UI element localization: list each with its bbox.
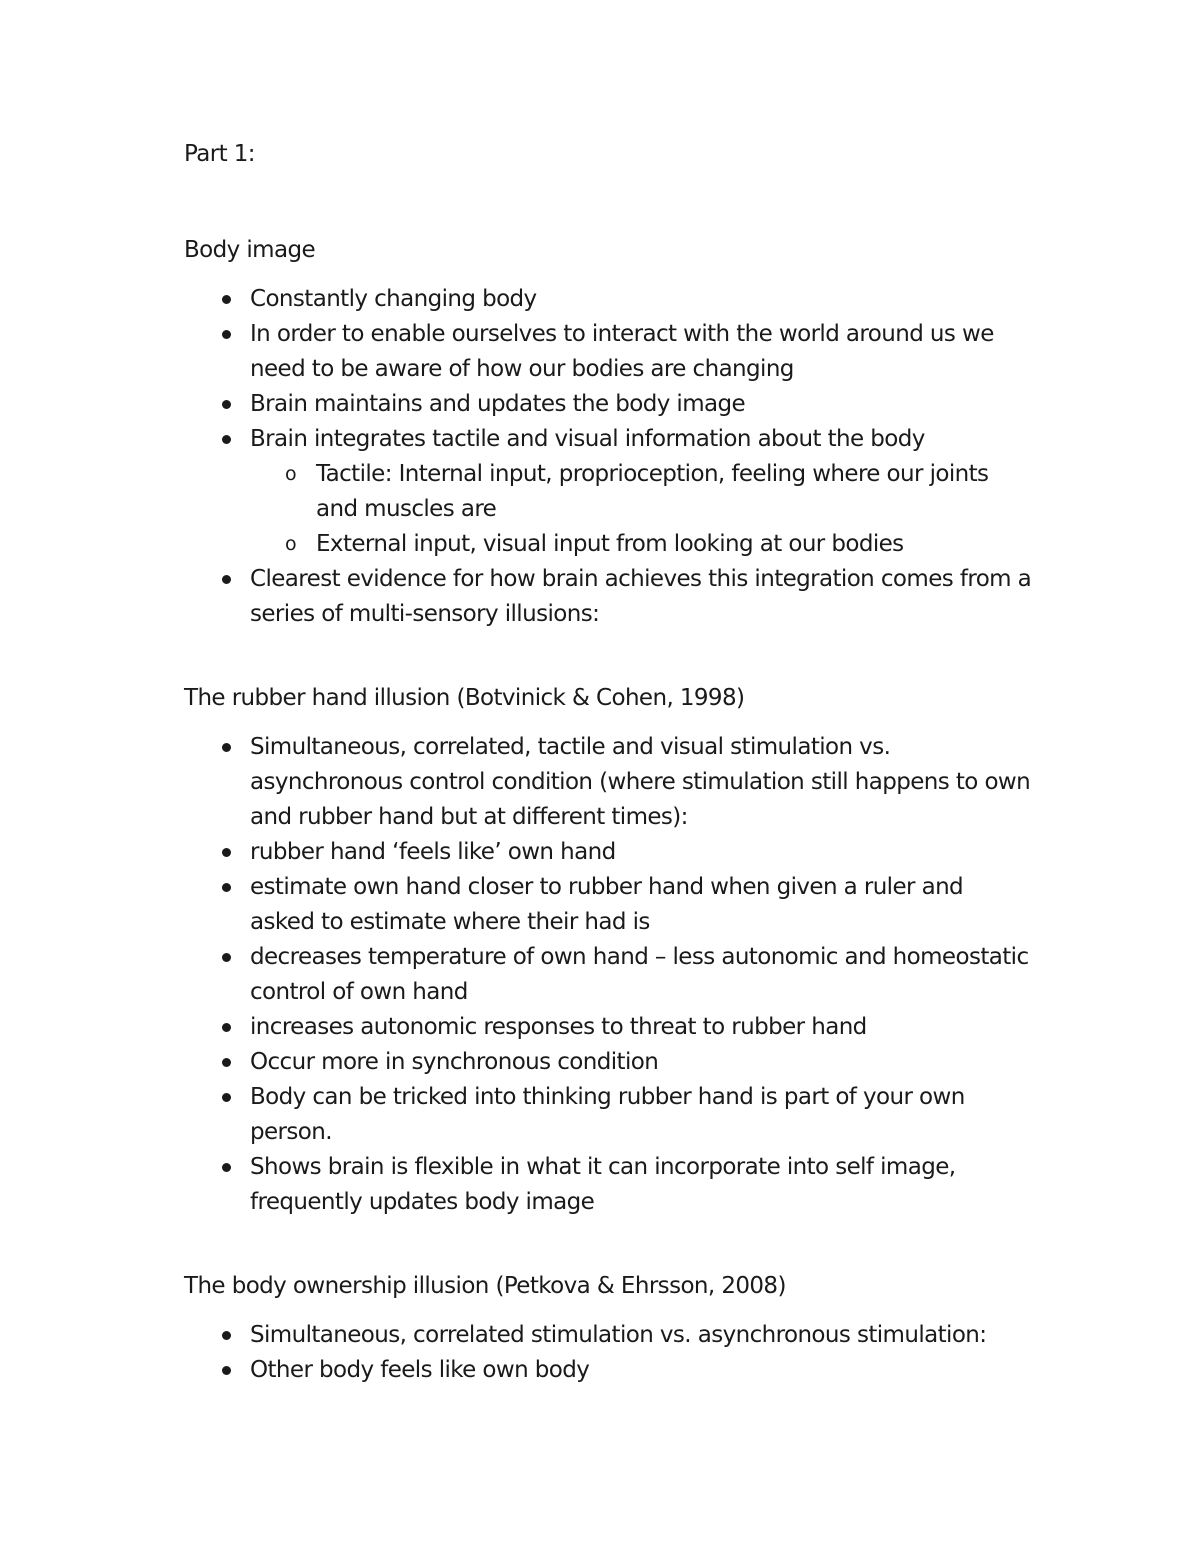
list-item xyxy=(184,422,1034,562)
sub-list-item xyxy=(250,527,1034,562)
list-item xyxy=(184,870,1034,940)
list-item xyxy=(184,940,1034,1010)
bullet-dot-icon xyxy=(222,1163,231,1172)
bullet-dot-icon xyxy=(222,435,231,444)
list-item-text: estimate own hand closer to rubber hand when given a ruler and asked to estimate where their had is xyxy=(250,874,964,935)
list-item-text: decreases temperature of own hand – less autonomic and homeostatic control of own hand xyxy=(250,944,1029,1005)
list-item xyxy=(184,562,1034,632)
list-item xyxy=(184,282,1034,317)
list-item-text: In order to enable ourselves to interact with the world around us we need to be aware of how our bodies are changing xyxy=(250,321,994,382)
bullet-list-body-image xyxy=(184,282,1034,632)
bullet-dot-icon xyxy=(222,1023,231,1032)
sub-list-item xyxy=(250,457,1034,527)
sub-list-item-text: External input, visual input from looking at our bodies xyxy=(316,531,904,557)
list-item xyxy=(184,835,1034,870)
list-item-text: Clearest evidence for how brain achieves this integration comes from a series of multi-sensory illusions: xyxy=(250,566,1032,627)
section-title-body-image: Body image xyxy=(184,237,316,263)
part-title: Part 1: xyxy=(184,141,255,167)
list-item-text: Shows brain is flexible in what it can incorporate into self image, frequently updates body image xyxy=(250,1154,956,1215)
bullet-list-rubber-hand xyxy=(184,730,1034,1220)
bullet-dot-icon xyxy=(222,1058,231,1067)
bullet-dot-icon xyxy=(222,883,231,892)
list-item xyxy=(184,317,1034,387)
list-item-text: Occur more in synchronous condition xyxy=(250,1049,659,1075)
bullet-dot-icon xyxy=(222,575,231,584)
section-body-image xyxy=(184,233,1034,632)
bullet-dot-icon xyxy=(222,743,231,752)
list-item-text: Brain maintains and updates the body image xyxy=(250,391,746,417)
bullet-circle-icon: o xyxy=(285,533,297,555)
list-item-text: Brain integrates tactile and visual information about the body xyxy=(250,426,925,452)
list-item xyxy=(184,1045,1034,1080)
list-item-text: increases autonomic responses to threat to rubber hand xyxy=(250,1014,867,1040)
bullet-dot-icon xyxy=(222,400,231,409)
list-item-text: Constantly changing body xyxy=(250,286,537,312)
list-item-text: Body can be tricked into thinking rubber hand is part of your own person. xyxy=(250,1084,965,1145)
bullet-dot-icon xyxy=(222,1093,231,1102)
bullet-dot-icon xyxy=(222,953,231,962)
bullet-dot-icon xyxy=(222,1366,231,1375)
list-item-text: Other body feels like own body xyxy=(250,1357,590,1383)
sub-list-item-text: Tactile: Internal input, proprioception, feeling where our joints and muscles are xyxy=(316,461,989,522)
section-title-rubber-hand: The rubber hand illusion (Botvinick & Cohen, 1998) xyxy=(184,685,745,711)
section-body-ownership xyxy=(184,1269,1034,1388)
bullet-dot-icon xyxy=(222,295,231,304)
sub-bullet-list xyxy=(250,457,1034,562)
list-item xyxy=(184,730,1034,835)
list-item xyxy=(184,1010,1034,1045)
list-item-text: rubber hand ‘feels like’ own hand xyxy=(250,839,616,865)
list-item xyxy=(184,1150,1034,1220)
bullet-dot-icon xyxy=(222,1331,231,1340)
bullet-dot-icon xyxy=(222,330,231,339)
list-item xyxy=(184,1080,1034,1150)
document-page xyxy=(184,137,1034,1437)
bullet-circle-icon: o xyxy=(285,463,297,485)
section-rubber-hand xyxy=(184,681,1034,1220)
list-item-text: Simultaneous, correlated, tactile and visual stimulation vs. asynchronous control condition (where stimulation still happens to own and rubber hand but at different times): xyxy=(250,734,1031,830)
list-item xyxy=(184,1353,1034,1388)
list-item-text: Simultaneous, correlated stimulation vs. asynchronous stimulation: xyxy=(250,1322,987,1348)
section-title-body-ownership: The body ownership illusion (Petkova & Ehrsson, 2008) xyxy=(184,1273,786,1299)
bullet-list-body-ownership xyxy=(184,1318,1034,1388)
list-item xyxy=(184,387,1034,422)
list-item xyxy=(184,1318,1034,1353)
bullet-dot-icon xyxy=(222,848,231,857)
